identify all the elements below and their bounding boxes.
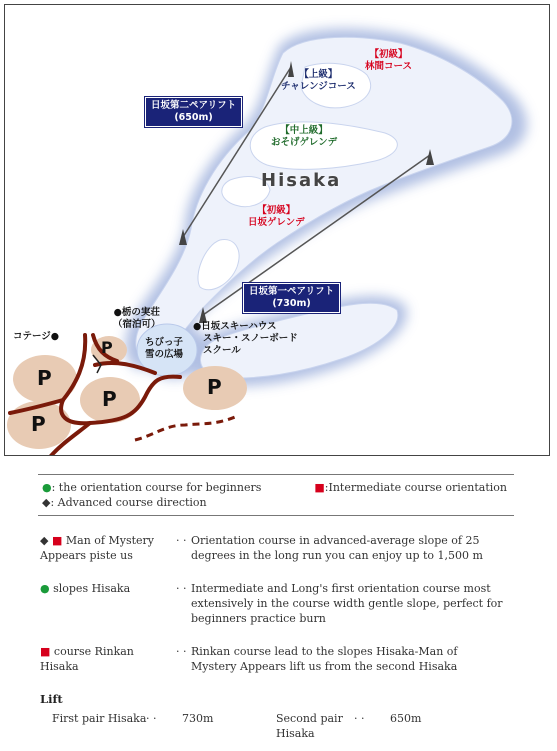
diamond-icon: ◆ [42, 496, 51, 509]
label-cottage: コテージ● [13, 331, 60, 342]
legend-beginner-text: : the orientation course for beginners [51, 481, 262, 494]
course-description: Intermediate and Long's first orientation course most extensively in the course width gentle slope, perfect for beginners practice burn [191, 582, 503, 625]
label-osoge-gelande: 【中上級】 おそげゲレンデ [271, 125, 338, 148]
separator: · · [176, 645, 187, 658]
lift-section-title: Lift [40, 692, 63, 706]
parking-marker: P [101, 338, 113, 357]
lift-first-label: 日坂第一ペアリフト (730m) [243, 283, 340, 313]
lift-first-name: First pair Hisaka [52, 712, 147, 725]
area-title: Hisaka [261, 170, 342, 191]
parking-marker: P [31, 412, 46, 436]
diamond-icon: ◆ [40, 534, 49, 547]
label-rinkan-course: 【初級】 林間コース [365, 49, 413, 72]
course-name: ■ course Rinkan Hisaka [40, 645, 134, 673]
course-name: ● slopes Hisaka [40, 582, 131, 595]
course-description: Rinkan course lead to the slopes Hisaka-Man of Mystery Appears lift us from the second Hisaka [191, 645, 458, 673]
label-kids-snow-plaza: ちびっ子 雪の広場 [145, 337, 184, 360]
lift-first-length: 730m [182, 712, 214, 725]
label-hisaka-gelande: 【初級】 日坂ゲレンデ [248, 205, 305, 228]
course-name: ◆ ■ Man of Mystery Appears piste us [40, 534, 154, 562]
label-challenge-course: 【上級】 チャレンジコース [281, 69, 356, 92]
parking-marker: P [102, 387, 117, 411]
green-circle-icon: ● [40, 582, 50, 595]
parking-marker: P [37, 366, 52, 390]
red-square-icon: ■ [40, 645, 51, 658]
lift-second-name: Second pair Hisaka [276, 712, 343, 740]
separator: · · [176, 582, 187, 595]
lift-second-label: 日坂第二ペアリフト (650m) [145, 97, 242, 127]
green-circle-icon: ● [42, 481, 52, 494]
red-square-icon: ■ [314, 481, 325, 494]
separator: · · [354, 712, 365, 725]
ski-area-map [4, 4, 550, 456]
label-ski-house: ●日坂スキーハウス スキー・スノーボード スクール [193, 321, 298, 356]
red-square-icon: ■ [51, 534, 63, 547]
lift-second-length: 650m [390, 712, 422, 725]
label-tochinomi-lodge: ●栃の実荘 （宿泊可） [113, 307, 161, 330]
course-description: Orientation course in advanced-average slope of 25 degrees in the long run you can enjoy up to 1,500 m [191, 534, 483, 562]
map-graphic [5, 5, 550, 456]
separator: · · [146, 712, 157, 725]
parking-marker: P [207, 375, 222, 399]
map-legend [38, 474, 514, 516]
separator: · · [176, 534, 187, 547]
dashed-path [135, 417, 235, 440]
legend-intermediate-text: :Intermediate course orientation [324, 481, 507, 494]
legend-advanced-text: : Advanced course direction [50, 496, 207, 509]
